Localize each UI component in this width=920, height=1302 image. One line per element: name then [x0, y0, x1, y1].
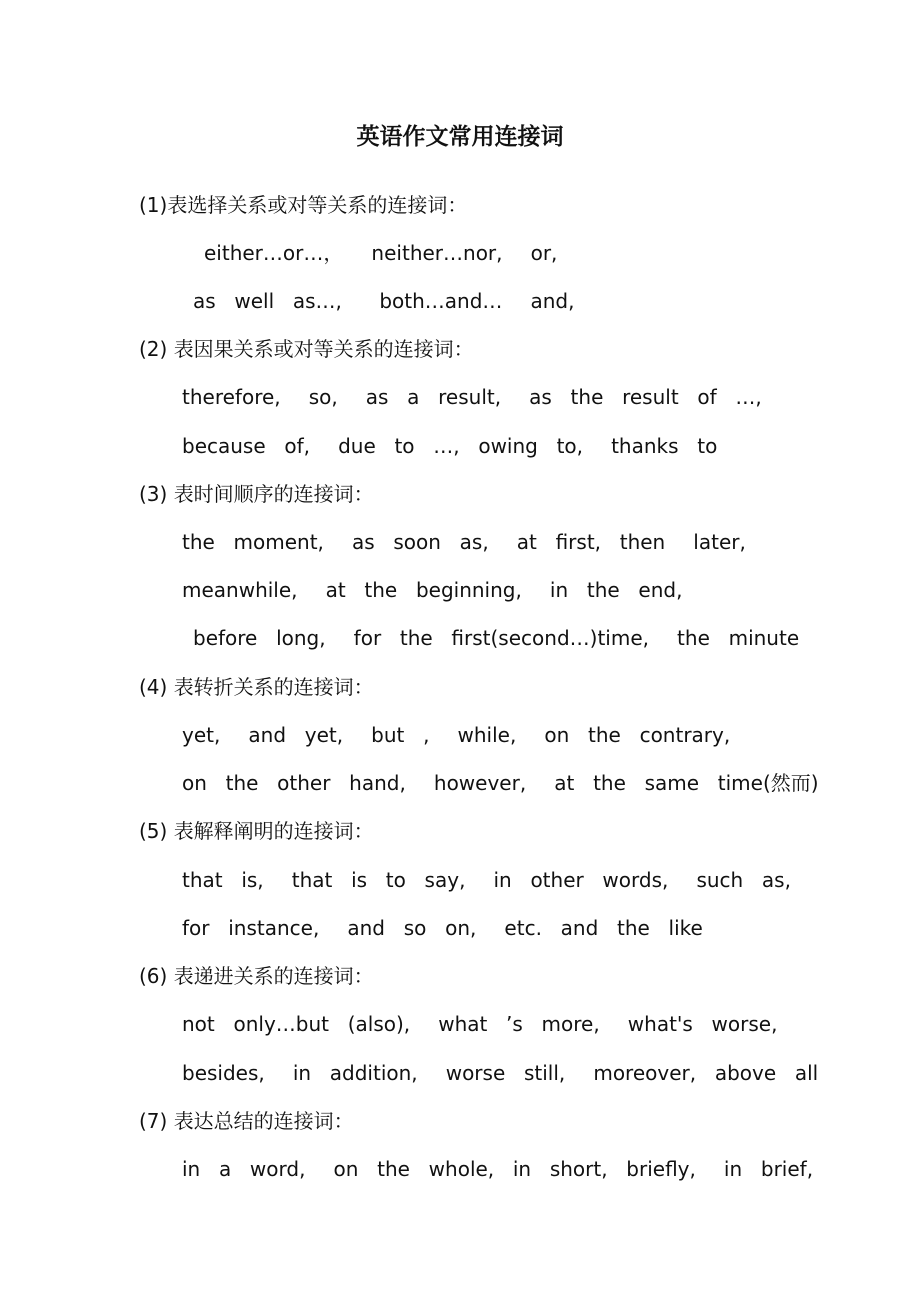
- section-heading-4: (4) 表转折关系的连接词：: [139, 675, 374, 699]
- connective-line: therefore, so, as a result, as the result of …,: [182, 385, 762, 409]
- connective-line: because of, due to …, owing to, thanks to: [182, 434, 718, 458]
- page-title: 英语作文常用连接词: [356, 124, 564, 150]
- connective-line: not only…but (also), what ’s more, what's worse,: [182, 1012, 778, 1036]
- connective-line: that is, that is to say, in other words, such as,: [182, 868, 791, 892]
- connective-line: before long, for the first(second…)time, the minute: [193, 626, 800, 650]
- connective-line: on the other hand, however, at the same time(然而): [182, 771, 819, 795]
- connective-line: as well as…, both…and… and,: [193, 289, 575, 313]
- connective-line: the moment, as soon as, at first, then later,: [182, 530, 746, 554]
- connective-line: for instance, and so on, etc. and the like: [182, 916, 703, 940]
- connective-line: yet, and yet, but , while, on the contrary,: [182, 723, 731, 747]
- connective-line: either…or…， neither…nor, or,: [204, 241, 558, 265]
- connective-line: in a word, on the whole, in short, briefly, in brief,: [182, 1157, 814, 1181]
- section-heading-5: (5) 表解释阐明的连接词：: [139, 819, 374, 843]
- section-heading-2: (2) 表因果关系或对等关系的连接词：: [139, 337, 474, 361]
- section-heading-3: (3) 表时间顺序的连接词：: [139, 482, 374, 506]
- section-heading-6: (6) 表递进关系的连接词：: [139, 964, 374, 988]
- connective-line: besides, in addition, worse still, moreover, above all: [182, 1061, 819, 1085]
- connective-line: meanwhile, at the beginning, in the end,: [182, 578, 683, 602]
- section-heading-7: (7) 表达总结的连接词：: [139, 1109, 354, 1133]
- section-heading-1: (1)表选择关系或对等关系的连接词：: [139, 193, 468, 217]
